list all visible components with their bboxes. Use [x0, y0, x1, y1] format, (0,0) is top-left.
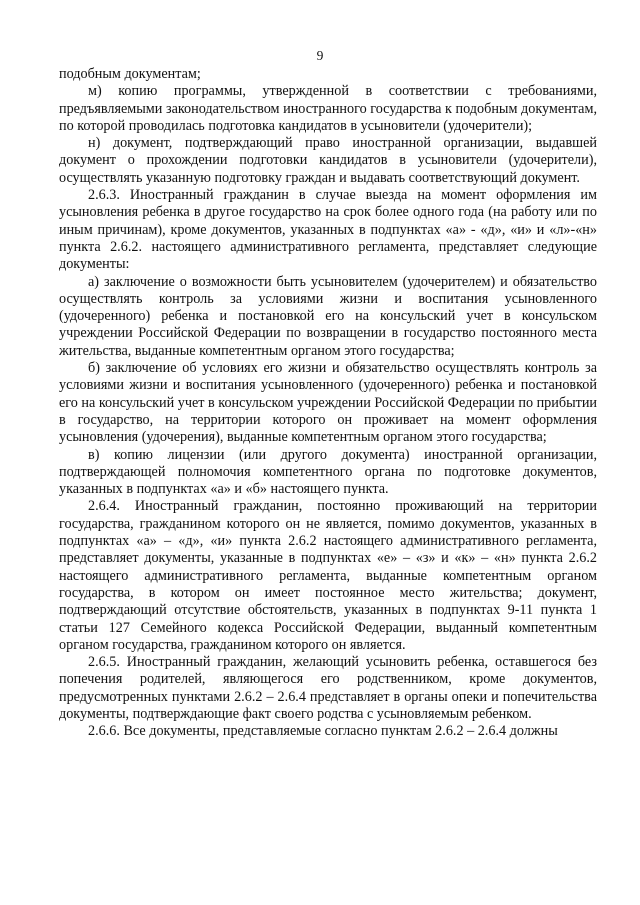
page-number: 9	[316, 48, 324, 63]
document-body	[59, 66, 597, 741]
paragraph-2-6-6: 2.6.6. Все документы, представляемые согласно пунктам 2.6.2 – 2.6.4 должны	[88, 723, 558, 740]
paragraph-continuation: подобным документам;	[59, 66, 201, 82]
paragraph-2-6-3: 2.6.3. Иностранный гражданин в случае выезда на момент оформления им усыновления ребенка в другое государство на срок более одного года (на работу или по иным причинам), кроме документов, указанных в подпунктах «а» - «д», «и» и «л»-«н» пункта 2.6.2. настоящего административного регламента, представляет следующие документы:	[59, 187, 597, 273]
paragraph-item-n: н) документ, подтверждающий право иностранной организации, выдавшей документ о прохождении подготовки кандидатов в усыновители (удочерители), осуществлять указанную подготовку граждан и выдавать соответствующий документ.	[59, 135, 597, 186]
paragraph-2-6-4: 2.6.4. Иностранный гражданин, постоянно проживающий на территории государства, гражданином которого он не является, помимо документов, указанных в подпунктах «а» – «д», «и» пункта 2.6.2 настоящего административного регламента, представляет документы, указанные в подпунктах «е» – «з» и «к» – «н» пункта 2.6.2 настоящего административного регламента, выданные компетентным органом государства, в котором он имеет постоянное место жительства; документ, подтверждающий отсутствие обстоятельств, указанных в подпунктах 9-11 пункта 1 статьи 127 Семейного кодекса Российской Федерации, выданный компетентным органом государства, гражданином которого он является.	[59, 498, 597, 653]
paragraph-item-v: в) копию лицензии (или другого документа) иностранной организации, подтверждающей полномочия компетентного органа по подготовке документов, указанных в подпунктах «а» и «б» настоящего пункта.	[59, 446, 597, 498]
paragraph-2-6-5: 2.6.5. Иностранный гражданин, желающий усыновить ребенка, оставшегося без попечения родителей, являющегося его родственником, кроме документов, предусмотренных пунктами 2.6.2 – 2.6.4 представляет в органы опеки и попечительства документы, подтверждающие факт своего родства с усыновляемым ребенком.	[59, 654, 597, 722]
paragraph-item-b: б) заключение об условиях его жизни и обязательство осуществлять контроль за условиями жизни и воспитания усыновленного (удочеренного) ребенка и постановкой его на консульский учет в консульском учреждении Российской Федерации по прибытии в государство, на территории которого он проживает на момент оформления усыновления (удочерения), выданные компетентным органом этого государства;	[59, 360, 597, 446]
paragraph-item-m: м) копию программы, утвержденной в соответствии с требованиями, предъявляемыми законодательством иностранного государства к подобным документам, по которой проводилась подготовка кандидатов в усыновители (удочерители);	[59, 83, 597, 134]
paragraph-item-a: а) заключение о возможности быть усыновителем (удочерителем) и обязательство осуществлять контроль за условиями жизни и воспитания усыновленного (удочеренного) ребенка и постановкой его на консульский учет в консульском учреждении Российской Федерации по возвращении в государство постоянного места жительства, выданные компетентным органом этого государства;	[59, 273, 597, 359]
